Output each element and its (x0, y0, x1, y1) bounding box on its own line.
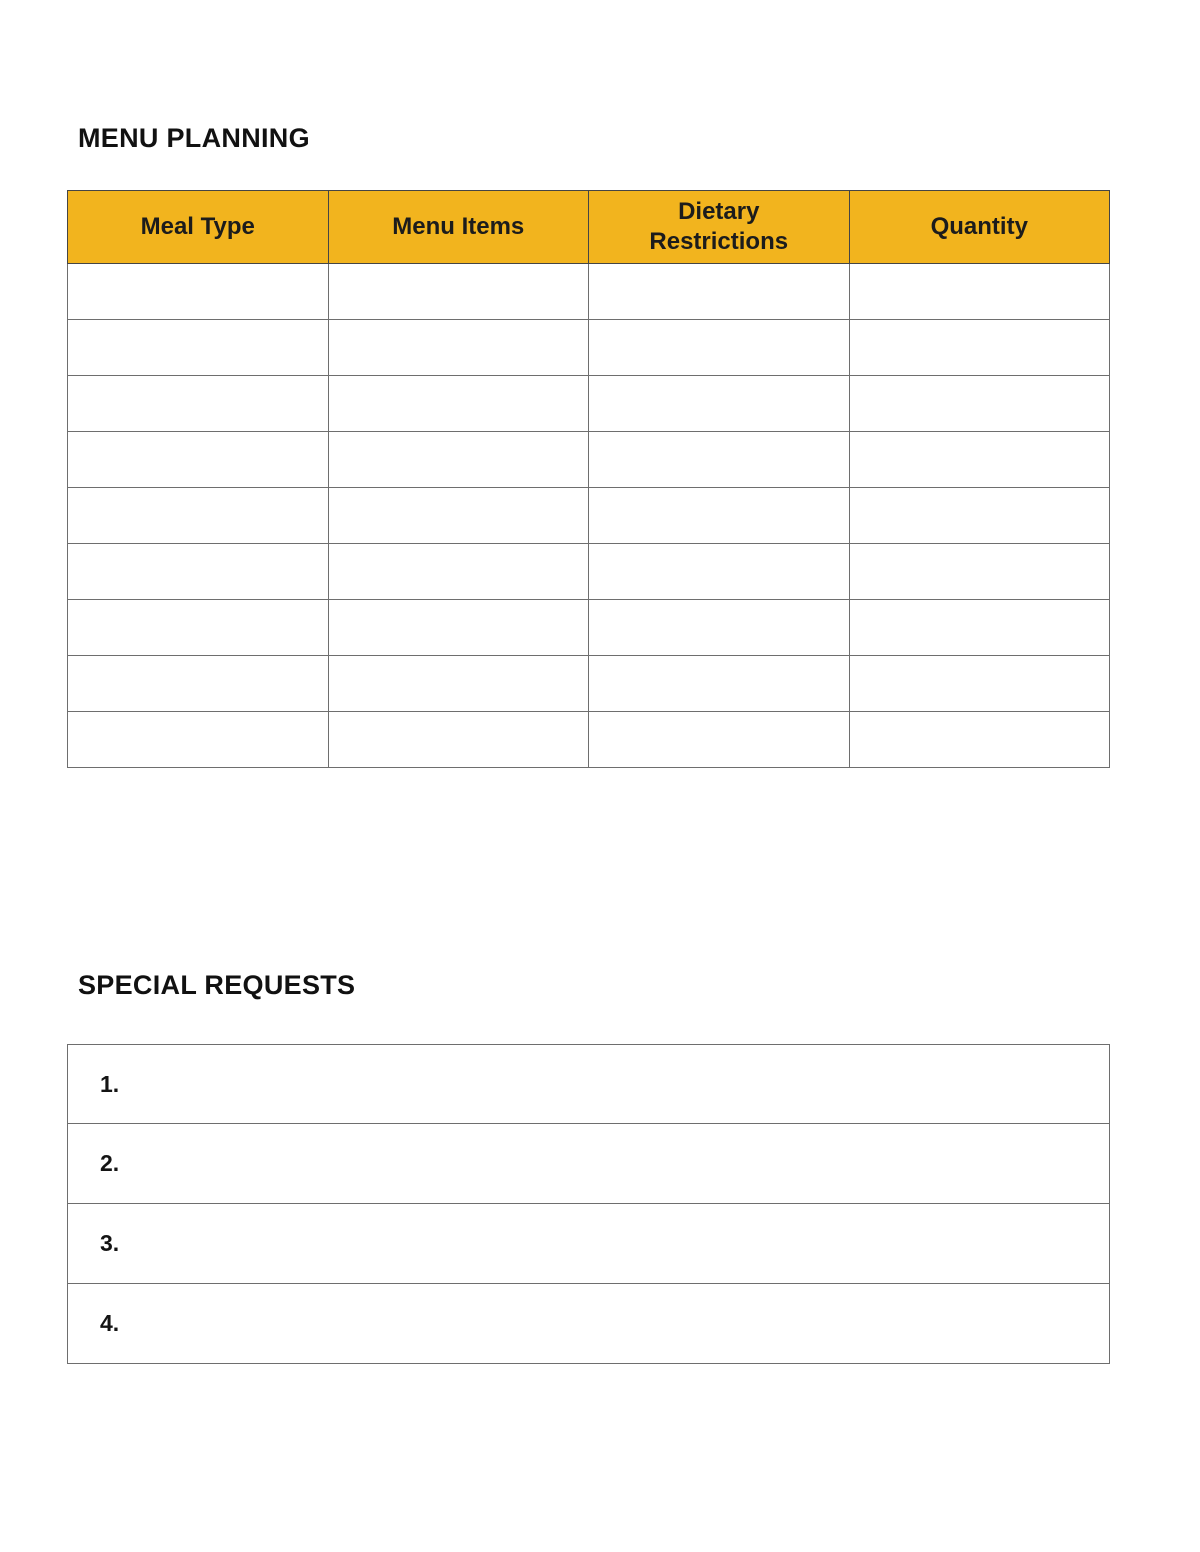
special-request-row (67, 1284, 1110, 1364)
special-request-number: 2. (100, 1150, 120, 1176)
table-cell (849, 600, 1110, 656)
special-request-row (67, 1124, 1110, 1204)
table-cell (849, 544, 1110, 600)
table-cell (589, 712, 850, 768)
menu-planning-table-body (68, 264, 1110, 768)
special-request-number: 1. (100, 1070, 120, 1097)
header-row (68, 191, 1110, 264)
table-row (68, 264, 1110, 320)
table-cell (328, 656, 589, 712)
table-row (68, 544, 1110, 600)
table-cell (68, 320, 329, 376)
table-cell (68, 488, 329, 544)
table-cell (849, 264, 1110, 320)
table-cell (589, 264, 850, 320)
table-cell (328, 488, 589, 544)
table-cell (849, 712, 1110, 768)
table-cell (849, 656, 1110, 712)
table-row (68, 712, 1110, 768)
special-request-row (67, 1204, 1110, 1284)
table-cell (849, 488, 1110, 544)
table-row (68, 376, 1110, 432)
special-request-row (67, 1044, 1110, 1124)
table-cell (328, 320, 589, 376)
column-header-menu-items: Menu Items (328, 191, 589, 264)
table-cell (849, 376, 1110, 432)
table-cell (849, 432, 1110, 488)
menu-planning-table-header (68, 191, 1110, 264)
table-cell (328, 712, 589, 768)
table-cell (849, 320, 1110, 376)
menu-planning-table (67, 190, 1110, 768)
table-row (68, 488, 1110, 544)
table-cell (589, 600, 850, 656)
column-header-meal-type: Meal Type (68, 191, 329, 264)
table-cell (589, 544, 850, 600)
table-cell (328, 264, 589, 320)
table-cell (589, 376, 850, 432)
table-cell (328, 432, 589, 488)
special-request-number: 3. (100, 1230, 120, 1256)
table-cell (328, 544, 589, 600)
special-request-number: 4. (100, 1310, 120, 1336)
table-cell (68, 432, 329, 488)
table-cell (68, 376, 329, 432)
table-cell (68, 264, 329, 320)
table-cell (68, 544, 329, 600)
table-cell (68, 712, 329, 768)
table-cell (589, 432, 850, 488)
table-row (68, 432, 1110, 488)
column-header-dietary-restrictions: Dietary Restrictions (589, 191, 850, 264)
table-cell (328, 600, 589, 656)
menu-planning-title: MENU PLANNING (78, 123, 310, 153)
table-cell (68, 600, 329, 656)
table-row (68, 656, 1110, 712)
special-requests-list (67, 1044, 1110, 1364)
table-cell (68, 656, 329, 712)
table-cell (328, 376, 589, 432)
special-requests-title: SPECIAL REQUESTS (78, 970, 356, 1000)
table-row (68, 320, 1110, 376)
column-header-quantity: Quantity (849, 191, 1110, 264)
table-cell (589, 656, 850, 712)
table-cell (589, 320, 850, 376)
table-cell (589, 488, 850, 544)
table-row (68, 600, 1110, 656)
